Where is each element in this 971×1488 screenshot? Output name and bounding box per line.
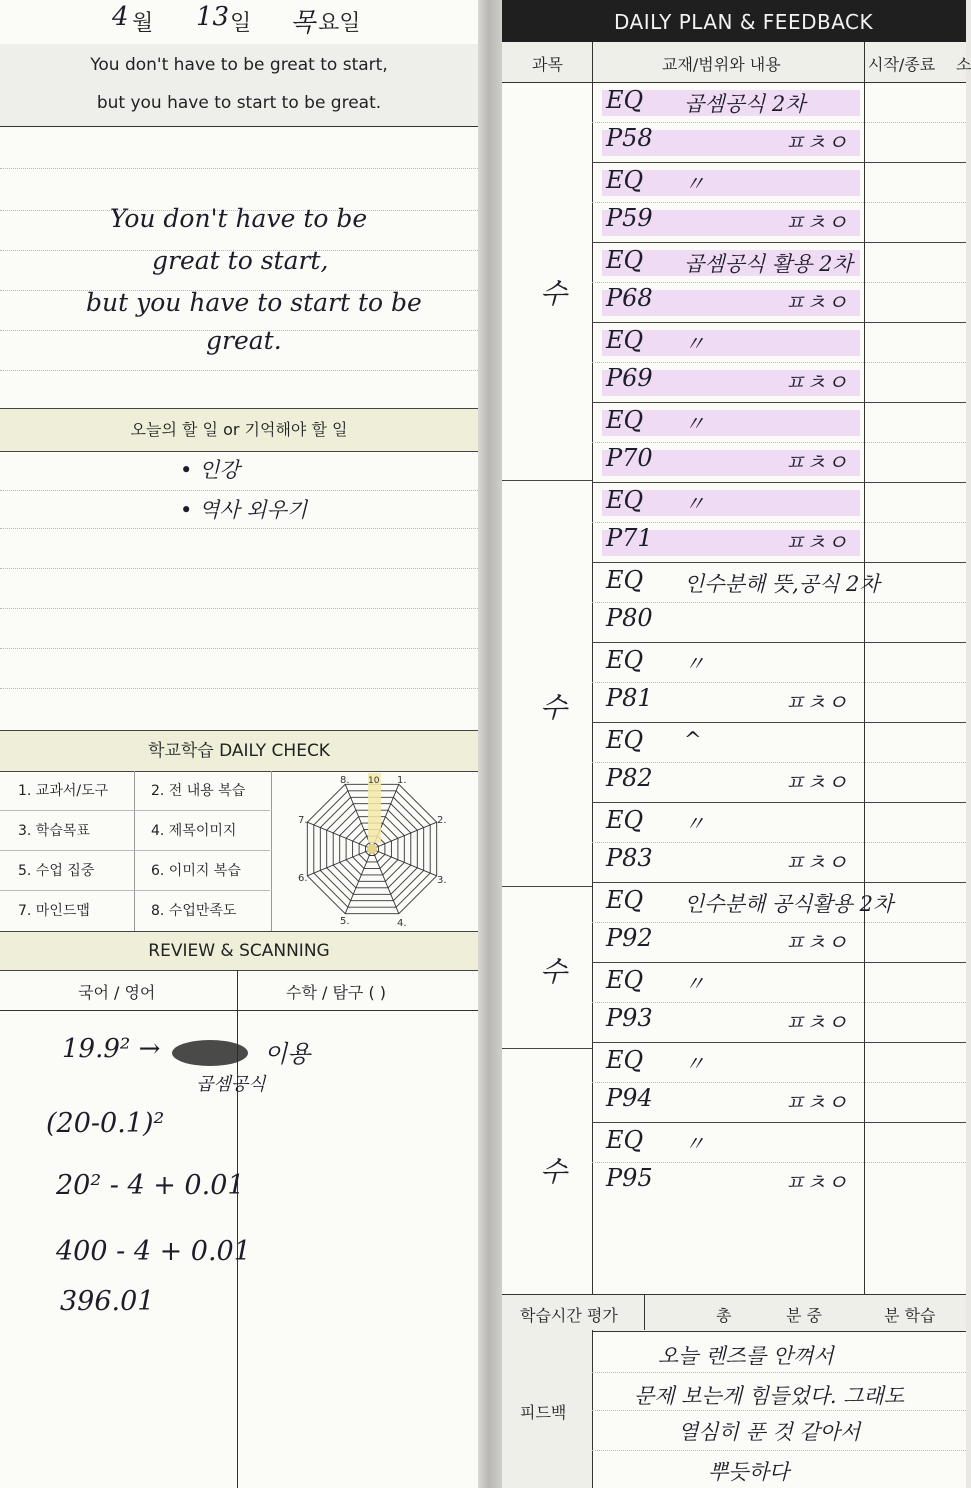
row-divider xyxy=(592,962,966,963)
subject-group-1: 수 xyxy=(540,277,568,310)
check-item-8: 8. 수업만족도 xyxy=(151,903,237,919)
feedback-line-3: 열심히 푼 것 같아서 xyxy=(678,1420,861,1444)
row-status: ㅍㅊㅇ xyxy=(784,451,848,476)
row-content: 〃 xyxy=(684,412,705,436)
feedback-label: 피드백 xyxy=(520,1403,567,1422)
work-line-1: 19.9² → xyxy=(62,1034,161,1064)
work-line-2: (20-0.1)² xyxy=(46,1108,165,1139)
handwritten-quote-line-3: but you have to start to be xyxy=(86,288,422,317)
row-content: 곱셈공식 2차 xyxy=(684,92,806,116)
todo-title: 오늘의 할 일 or 기억해야 할 일 xyxy=(0,408,478,452)
date-weekday: 목 xyxy=(290,8,316,38)
row-status: ㅍㅊㅇ xyxy=(784,1091,848,1116)
row-divider-dotted xyxy=(592,282,966,283)
row-divider xyxy=(592,242,966,243)
quote-line-1: You don't have to be great to start, xyxy=(90,55,388,75)
radar-label-4: 4. xyxy=(397,918,407,929)
radar-label-7: 7. xyxy=(298,815,308,826)
feedback-label-cell xyxy=(502,1330,592,1488)
row-book: EQ xyxy=(606,646,644,674)
row-divider-dotted xyxy=(592,202,966,203)
row-divider-dotted xyxy=(592,442,966,443)
row-status: ㅍㅊㅇ xyxy=(784,131,848,156)
row-divider xyxy=(592,162,966,163)
daily-check-grid xyxy=(0,771,270,931)
eval-min-study: 분 학습 xyxy=(884,1306,936,1325)
handwritten-quote-line-4: great. xyxy=(206,326,282,355)
radar-label-8: 8. xyxy=(340,775,350,786)
row-book: EQ xyxy=(606,86,644,114)
review-col-math: 수학 / 탐구 ( ) xyxy=(286,983,387,1002)
row-status: ㅍㅊㅇ xyxy=(784,531,848,556)
subject-group-3: 수 xyxy=(540,955,568,988)
row-content: 〃 xyxy=(684,972,705,996)
check-item-3: 3. 학습목표 xyxy=(0,811,135,851)
row-content: 〃 xyxy=(684,1052,705,1076)
eval-label: 학습시간 평가 xyxy=(520,1306,618,1325)
row-content: 〃 xyxy=(684,1132,705,1156)
row-content: 〃 xyxy=(684,332,705,356)
row-page: P71 xyxy=(606,524,653,552)
radar-chart xyxy=(290,771,460,931)
row-divider-dotted xyxy=(592,682,966,683)
plan-columns xyxy=(502,42,971,83)
row-status: ㅍㅊㅇ xyxy=(784,771,848,796)
row-page: P81 xyxy=(606,684,653,712)
date-weekday-unit: 요일 xyxy=(318,11,361,36)
row-book: EQ xyxy=(606,326,644,354)
feedback-line-4: 뿌듯하다 xyxy=(708,1460,790,1484)
row-divider xyxy=(592,802,966,803)
row-status: ㅍㅊㅇ xyxy=(784,1011,848,1036)
work-line-4: 400 - 4 + 0.01 xyxy=(56,1236,251,1267)
check-item-4: 4. 제목이미지 xyxy=(135,811,270,851)
row-divider xyxy=(592,1042,966,1043)
right-page xyxy=(502,0,971,1488)
check-item-1: 1. 교과서/도구 xyxy=(0,771,135,811)
row-page: P59 xyxy=(606,204,653,232)
row-divider xyxy=(592,322,966,323)
row-book: EQ xyxy=(606,246,644,274)
col-subject: 과목 xyxy=(532,55,563,74)
row-status: ㅍㅊㅇ xyxy=(784,691,848,716)
row-page: P83 xyxy=(606,844,653,872)
row-page: P58 xyxy=(606,124,653,152)
row-content: 〃 xyxy=(684,172,705,196)
work-line-3: 20² - 4 + 0.01 xyxy=(56,1170,245,1201)
feedback-line-1: 오늘 렌즈를 안껴서 xyxy=(658,1344,834,1368)
col-time: 시작/종료 xyxy=(868,55,936,74)
todo-item-lecture: • 인강 xyxy=(180,458,240,482)
daily-check-title: 학교학습 DAILY CHECK xyxy=(0,730,478,772)
row-book: EQ xyxy=(606,886,644,914)
row-divider xyxy=(592,1122,966,1123)
row-content: 〃 xyxy=(684,652,705,676)
eval-min-of: 분 중 xyxy=(786,1306,822,1325)
radar-label-3: 3. xyxy=(437,875,447,886)
check-item-6: 6. 이미지 복습 xyxy=(135,851,270,891)
printed-quote xyxy=(0,44,478,127)
row-divider-dotted xyxy=(592,842,966,843)
col-extra: 소 xyxy=(956,55,971,74)
row-book: EQ xyxy=(606,726,644,754)
work-annotation: 곱셈공식 xyxy=(196,1074,266,1095)
radar-label-1: 1. xyxy=(397,775,407,786)
row-divider-dotted xyxy=(592,602,966,603)
row-page: P68 xyxy=(606,284,653,312)
row-divider xyxy=(592,402,966,403)
left-page xyxy=(0,0,478,1488)
row-divider-dotted xyxy=(592,762,966,763)
row-page: P92 xyxy=(606,924,653,952)
row-divider xyxy=(592,642,966,643)
row-status: ㅍㅊㅇ xyxy=(784,1171,848,1196)
row-book: EQ xyxy=(606,1046,644,1074)
scribbled-out-word xyxy=(172,1040,248,1066)
radar-label-2: 2. xyxy=(437,815,447,826)
date-header xyxy=(0,0,478,45)
radar-scale-max: 10 xyxy=(368,776,380,786)
subject-group-4: 수 xyxy=(540,1155,568,1188)
date-day-unit: 일 xyxy=(230,11,252,36)
row-status: ㅍㅊㅇ xyxy=(784,371,848,396)
row-content: 인수분해 뜻,공식 2차 xyxy=(684,572,880,596)
col-content: 교재/범위와 내용 xyxy=(662,55,781,74)
row-page: P93 xyxy=(606,1004,653,1032)
row-page: P80 xyxy=(606,604,653,632)
row-divider xyxy=(592,562,966,563)
subject-group-2: 수 xyxy=(540,691,568,724)
feedback-line-2: 문제 보는게 힘들었다. 그래도 xyxy=(634,1384,905,1408)
row-page: P94 xyxy=(606,1084,653,1112)
study-time-evaluation xyxy=(502,1294,966,1332)
row-divider-dotted xyxy=(592,362,966,363)
row-page: P95 xyxy=(606,1164,653,1192)
row-divider xyxy=(592,482,966,483)
row-divider-dotted xyxy=(592,1002,966,1003)
check-item-7: 7. 마인드맵 xyxy=(0,891,135,931)
date-month: 4 xyxy=(112,2,129,32)
row-status: ㅍㅊㅇ xyxy=(784,931,848,956)
row-divider-dotted xyxy=(592,1082,966,1083)
review-columns xyxy=(0,970,478,1011)
row-divider-dotted xyxy=(592,522,966,523)
work-line-1-suffix: 이용 xyxy=(264,1040,311,1068)
row-book: EQ xyxy=(606,1126,644,1154)
row-divider xyxy=(592,882,966,883)
page-gutter xyxy=(478,0,502,1488)
todo-item-history: • 역사 외우기 xyxy=(180,498,308,522)
row-content: 〃 xyxy=(684,492,705,516)
quote-line-2: but you have to start to be great. xyxy=(96,93,382,113)
plan-header: DAILY PLAN & FEEDBACK xyxy=(502,0,966,42)
row-content: ^ xyxy=(684,728,702,752)
row-book: EQ xyxy=(606,486,644,514)
row-content: 곱셈공식 활용 2차 xyxy=(684,252,853,276)
row-divider-dotted xyxy=(592,922,966,923)
work-line-5: 396.01 xyxy=(60,1286,155,1317)
row-book: EQ xyxy=(606,966,644,994)
handwritten-quote-line-2: great to start, xyxy=(152,246,329,275)
row-status: ㅍㅊㅇ xyxy=(784,851,848,876)
row-page: P69 xyxy=(606,364,653,392)
review-title: REVIEW & SCANNING xyxy=(0,931,478,971)
handwritten-quote-line-1: You don't have to be xyxy=(110,204,368,233)
row-divider-dotted xyxy=(592,1162,966,1163)
row-page: P82 xyxy=(606,764,653,792)
row-page: P70 xyxy=(606,444,653,472)
date-month-unit: 월 xyxy=(132,11,154,36)
row-book: EQ xyxy=(606,406,644,434)
check-item-2: 2. 전 내용 복습 xyxy=(135,771,270,811)
row-divider xyxy=(592,722,966,723)
review-col-language: 국어 / 영어 xyxy=(78,983,156,1002)
row-status: ㅍㅊㅇ xyxy=(784,211,848,236)
row-content: 〃 xyxy=(684,812,705,836)
row-book: EQ xyxy=(606,166,644,194)
row-divider-dotted xyxy=(592,122,966,123)
eval-total: 총 xyxy=(716,1306,732,1325)
check-item-5: 5. 수업 집중 xyxy=(0,851,135,891)
date-day: 13 xyxy=(196,2,230,32)
radar-label-5: 5. xyxy=(340,916,350,927)
row-book: EQ xyxy=(606,806,644,834)
radar-label-6: 6. xyxy=(298,873,308,884)
row-status: ㅍㅊㅇ xyxy=(784,291,848,316)
row-content: 인수분해 공식활용 2차 xyxy=(684,892,894,916)
row-book: EQ xyxy=(606,566,644,594)
